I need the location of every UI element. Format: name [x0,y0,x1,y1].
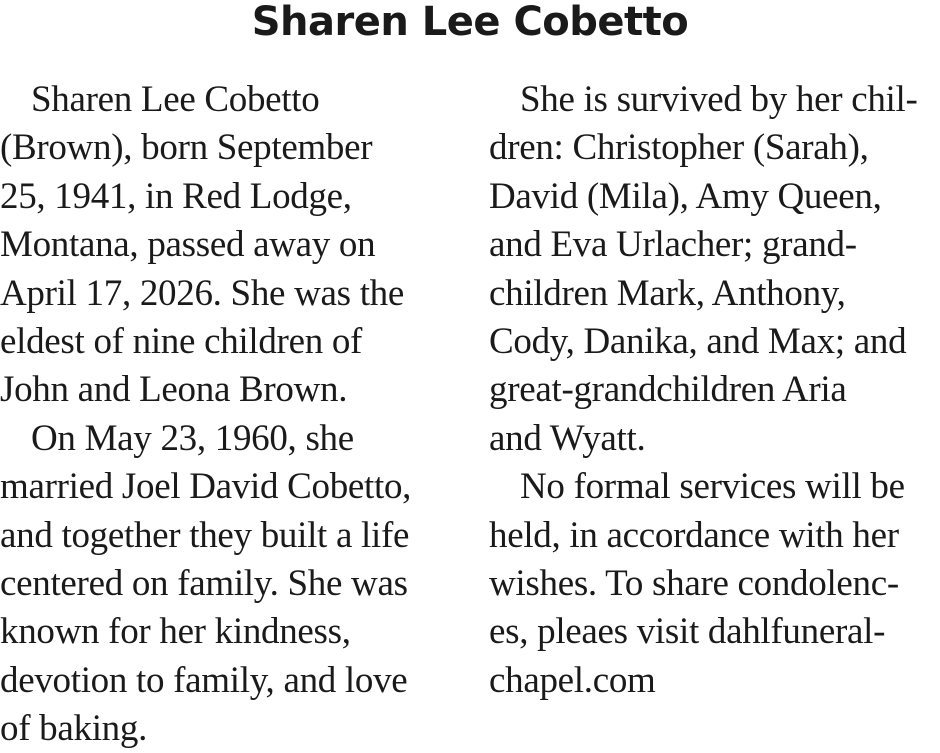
paragraph-line: John and Leona Brown. [0,369,348,411]
paragraph-line: wishes. To share condolenc- [489,562,899,604]
paragraph-line: children Mark, Anthony, [489,272,846,314]
paragraph-line: 25, 1941, in Red Lodge, [0,175,352,217]
paragraph-line: On May 23, 1960, she [31,417,354,459]
left-column [0,76,411,753]
right-column [489,76,918,705]
paragraph-line: married Joel David Cobetto, [0,466,412,508]
paragraph-line: Cody, Danika, and Max; and [489,320,907,362]
paragraph-line: centered on family. She was [0,562,408,604]
obituary-title: Sharen Lee Cobetto [251,0,689,45]
paragraph-line: of baking. [0,708,148,750]
paragraph-line: She is survived by her chil- [520,79,918,120]
paragraph-line: great-grandchildren Aria [489,369,847,411]
paragraph-line: No formal services will be [520,466,905,508]
paragraph-line: es, pleaes visit dahlfuneral- [489,611,886,653]
paragraph-line: Montana, passed away on [0,224,376,266]
paragraph-line: eldest of nine children of [0,320,363,362]
paragraph-line: devotion to family, and love [0,659,408,701]
paragraph-line: and together they built a life [0,514,410,556]
paragraph-line: known for her kindness, [0,611,351,653]
paragraph-line: Sharen Lee Cobetto [31,79,320,120]
paragraph-line: David (Mila), Amy Queen, [489,175,882,217]
paragraph-line: and Wyatt. [489,417,646,459]
paragraph-line: and Eva Urlacher; grand- [489,224,857,266]
paragraph-line: (Brown), born September [0,127,373,169]
paragraph-line: April 17, 2026. She was the [0,272,404,314]
paragraph-line: held, in accordance with her [489,514,899,556]
paragraph-line: chapel.com [489,659,656,701]
paragraph-line: dren: Christopher (Sarah), [489,127,869,169]
